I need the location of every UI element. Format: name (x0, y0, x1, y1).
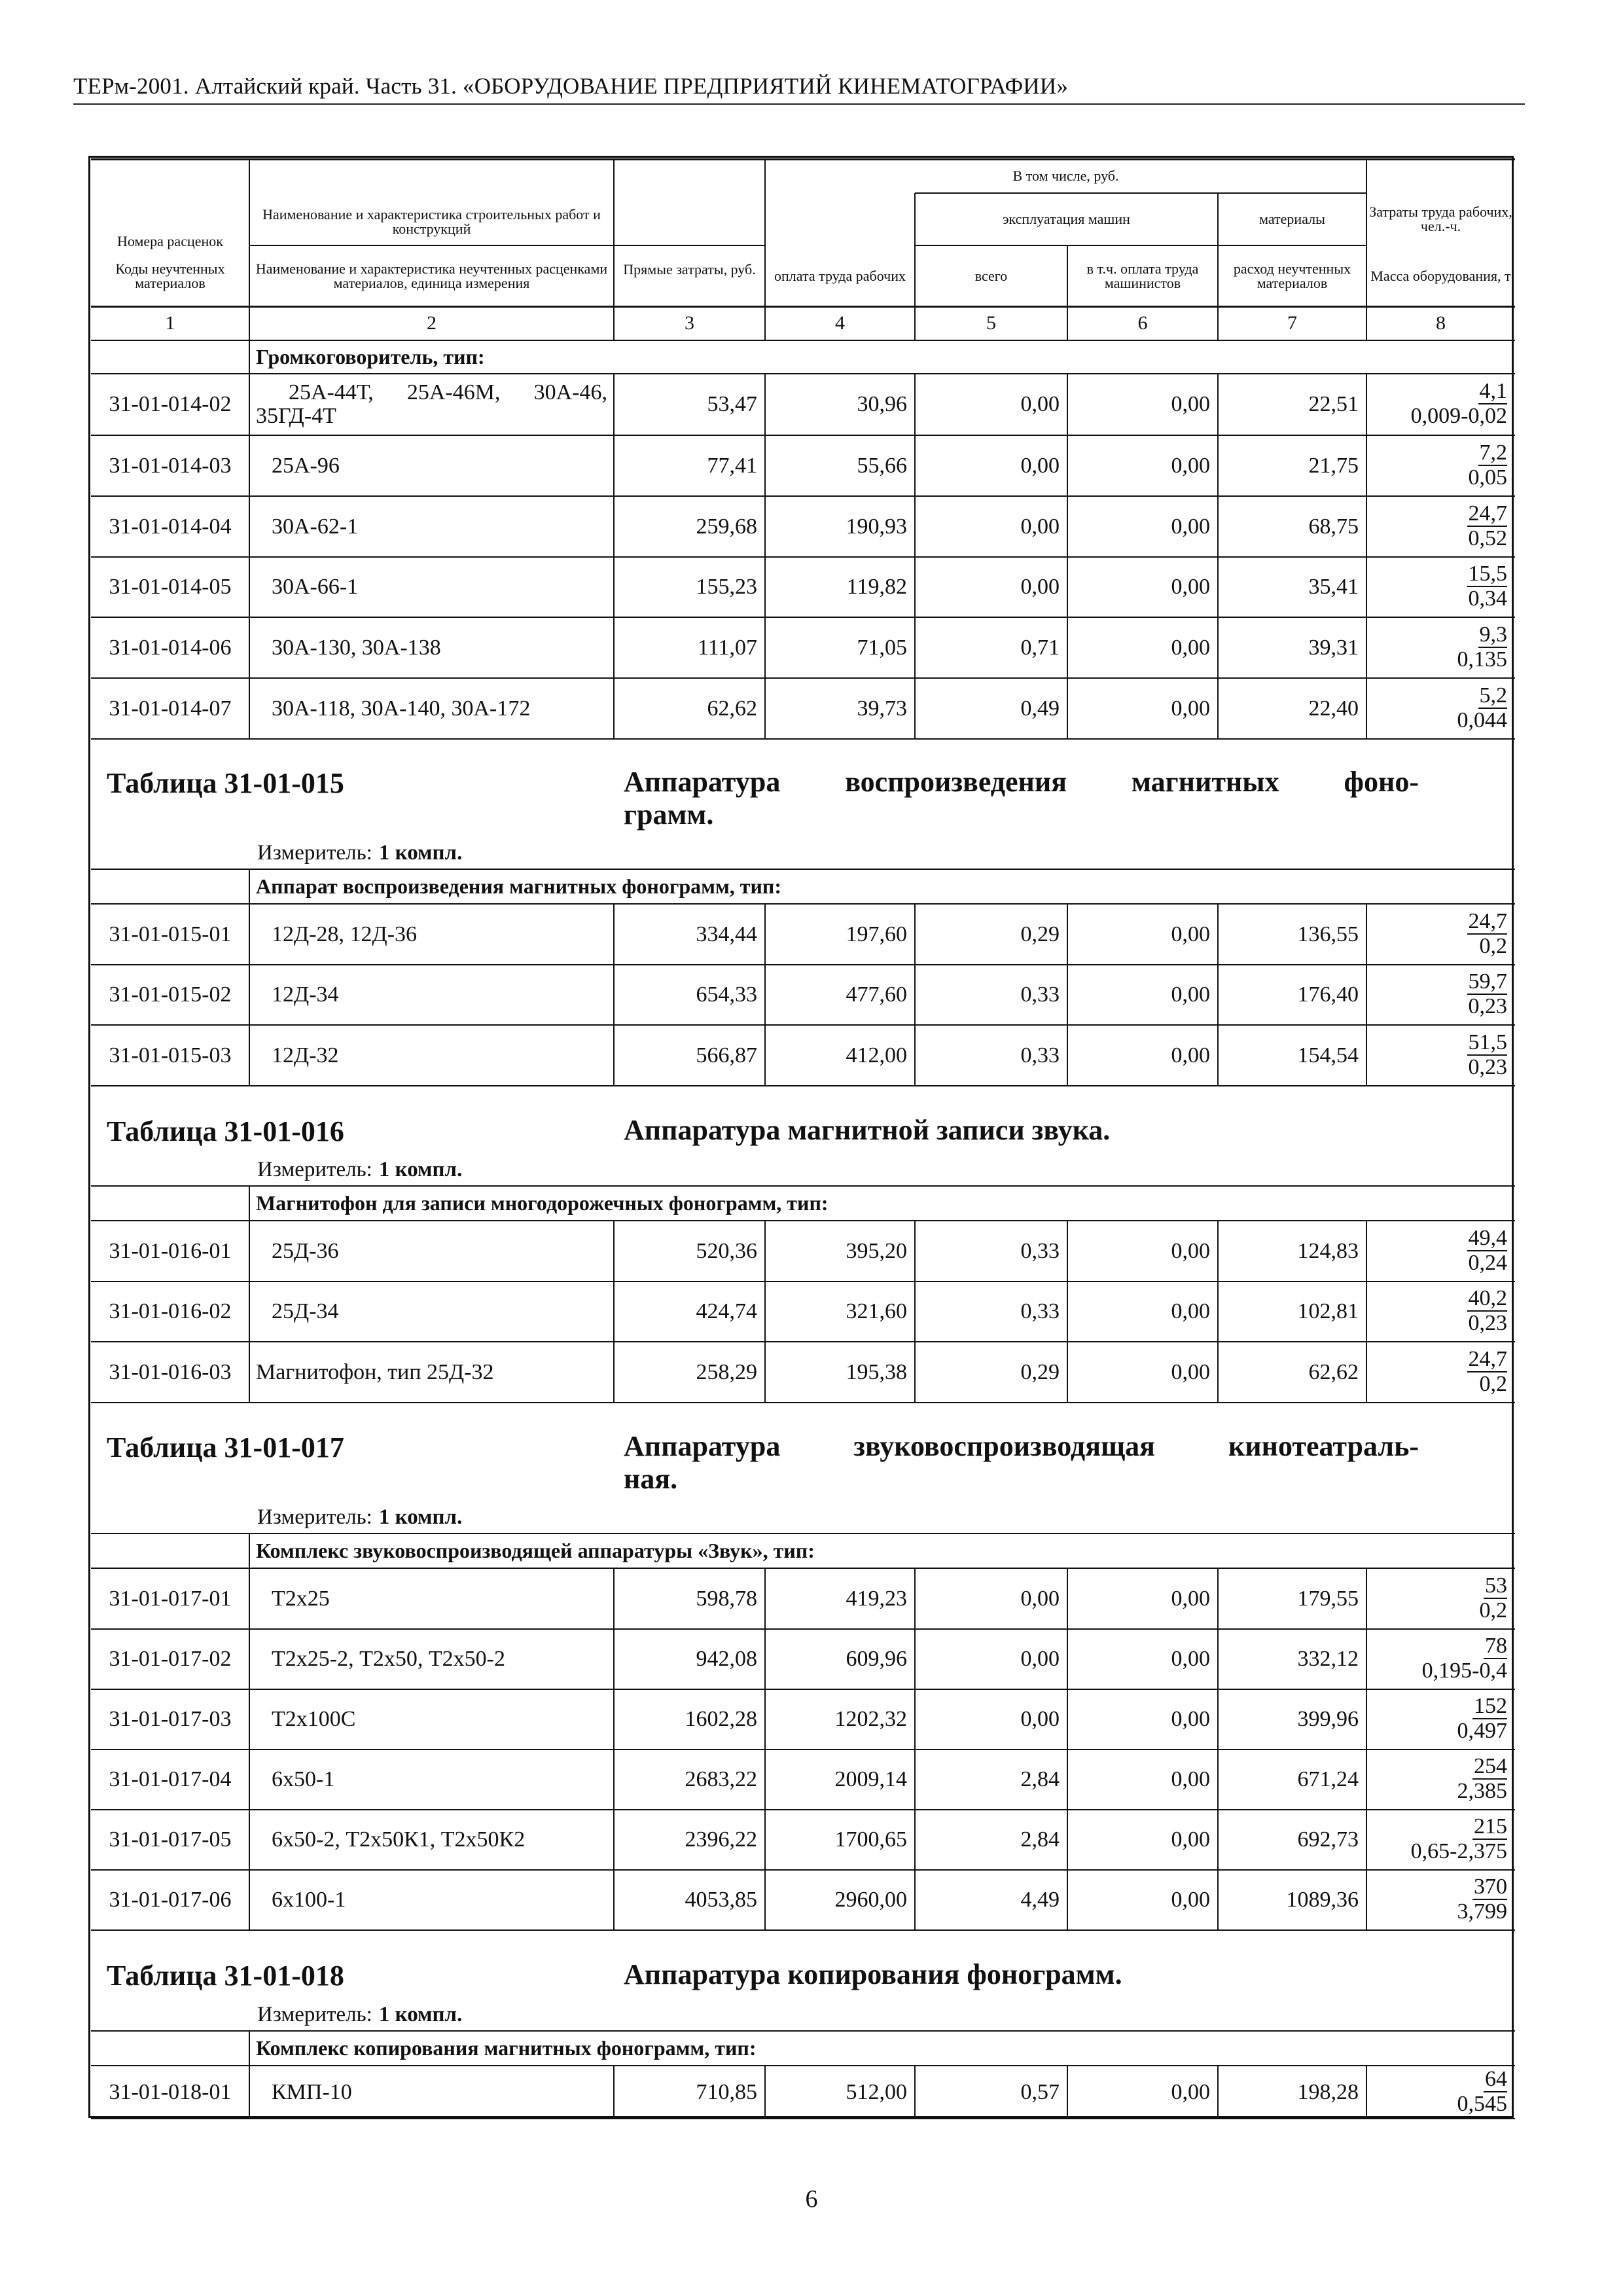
direct-costs-value: 598,78 (696, 1586, 757, 1611)
column-number-6: 6 (1137, 312, 1148, 334)
labor-mass-fraction (1366, 1815, 1507, 1863)
equipment-mass-value: 0,24 (1468, 1251, 1507, 1275)
labor-costs-value: 370 (1474, 1874, 1507, 1899)
header-including: В том числе, руб. (1012, 168, 1119, 184)
rate-code: 31-01-015-02 (109, 982, 232, 1007)
table-title-line: Аппаратура звуковоспроизводящая кинотеатраль- (624, 1430, 1419, 1462)
machinist-pay-value: 0,00 (1171, 1299, 1210, 1323)
materials-value: 21,75 (1308, 453, 1359, 478)
measure-value: 1 компл. (378, 2002, 463, 2026)
equipment-mass-value: 0,65-2,375 (1410, 1839, 1507, 1863)
direct-costs-value: 520,36 (696, 1238, 757, 1263)
header-unaccounted-materials: расход неучтенных материалов (1233, 260, 1351, 291)
machinist-pay-value: 0,00 (1171, 1647, 1210, 1671)
machinist-pay-value: 0,00 (1171, 1888, 1210, 1912)
labor-pay-value: 119,82 (846, 575, 907, 599)
measure-label: Измеритель: (257, 1157, 372, 1181)
table-title-line: ная. (624, 1463, 678, 1495)
labor-pay-value: 609,96 (846, 1647, 907, 1671)
machinist-pay-value: 0,00 (1171, 982, 1210, 1007)
equipment-mass-value: 0,52 (1468, 526, 1507, 550)
header-labor-pay: оплата труда рабочих (774, 267, 906, 284)
equipment-mass-value: 0,044 (1457, 708, 1507, 732)
rate-code: 31-01-016-02 (109, 1299, 232, 1323)
machines-total-value: 0,00 (1020, 453, 1060, 478)
grid-line (249, 1186, 250, 1221)
measure (257, 1504, 781, 1530)
table-title: Аппаратура копирования фонограмм. (624, 1958, 1122, 1990)
equipment-mass-value: 0,34 (1468, 586, 1507, 611)
materials-value: 198,28 (1297, 2079, 1359, 2104)
machines-total-value: 0,00 (1020, 514, 1060, 539)
labor-mass-fraction (1366, 502, 1507, 550)
labor-pay-value: 1700,65 (834, 1827, 907, 1852)
item-name-line: 35ГД-4Т (256, 404, 336, 428)
labor-costs-value: 152 (1474, 1694, 1507, 1718)
labor-costs-value: 24,7 (1468, 909, 1507, 933)
materials-value: 154,54 (1297, 1043, 1359, 1067)
item-name: 12Д-28, 12Д-36 (272, 922, 418, 946)
rate-code: 31-01-017-02 (109, 1647, 232, 1671)
materials-value: 68,75 (1308, 514, 1359, 539)
labor-costs-value: 15,5 (1468, 562, 1507, 586)
machines-total-value: 0,33 (1020, 982, 1060, 1007)
labor-mass-fraction (1366, 970, 1507, 1018)
machines-total-value: 0,00 (1020, 1586, 1060, 1611)
item-name: 12Д-32 (272, 1043, 339, 1067)
table-number: Таблица 31-01-018 (107, 1959, 344, 1992)
rate-code: 31-01-016-03 (109, 1359, 232, 1384)
measure (257, 2001, 781, 2028)
labor-costs-value: 78 (1485, 1634, 1507, 1658)
equipment-mass-value: 2,385 (1457, 1779, 1507, 1803)
item-name-line: 25А-44Т, 25А-46М, 30А-46, (289, 380, 607, 404)
rate-code: 31-01-015-03 (109, 1043, 232, 1067)
direct-costs-value: 4053,85 (685, 1888, 757, 1912)
labor-pay-value: 197,60 (846, 922, 907, 946)
table-title (624, 1430, 1419, 1496)
item-name (256, 376, 607, 433)
header-labor-costs: Затраты труда рабочих, чел.-ч. (1369, 204, 1512, 234)
direct-costs-value: 710,85 (696, 2079, 757, 2104)
column-number-2: 2 (427, 312, 437, 334)
labor-mass-fraction (1366, 684, 1507, 732)
rate-code: 31-01-014-04 (109, 514, 232, 539)
materials-value: 399,96 (1297, 1707, 1359, 1731)
rate-code: 31-01-015-01 (109, 922, 232, 946)
grid-line (249, 1534, 250, 1568)
labor-pay-value: 477,60 (846, 982, 907, 1007)
equipment-mass-value: 0,23 (1468, 1311, 1507, 1335)
machinist-pay-value: 0,00 (1171, 1043, 1210, 1067)
labor-pay-value: 321,60 (846, 1299, 907, 1323)
measure-value: 1 компл. (378, 1157, 463, 1181)
labor-costs-value: 24,7 (1468, 501, 1507, 526)
labor-costs-value: 53 (1485, 1573, 1507, 1598)
direct-costs-value: 155,23 (696, 575, 757, 599)
machines-total-value: 0,00 (1020, 1647, 1060, 1671)
header-materials: материалы (1259, 211, 1325, 227)
labor-costs-value: 64 (1485, 2067, 1507, 2091)
machinist-pay-value: 0,00 (1171, 1586, 1210, 1611)
group-heading: Комплекс звуковоспроизводящей аппаратуры «Звук», тип: (256, 1539, 815, 1562)
direct-costs-value: 258,29 (696, 1359, 757, 1384)
item-name: 25Д-36 (272, 1238, 339, 1263)
page-header: ТЕРм-2001. Алтайский край. Часть 31. «ОБОРУДОВАНИЕ ПРЕДПРИЯТИЙ КИНЕМАТОГРАФИИ» (73, 73, 1069, 99)
header-material-names: Наименование и характеристика неучтенных расценками материалов, единица измерения (255, 260, 608, 291)
materials-value: 671,24 (1297, 1767, 1359, 1791)
materials-value: 1089,36 (1286, 1888, 1359, 1912)
rate-code: 31-01-014-02 (109, 392, 232, 416)
machines-total-value: 0,33 (1020, 1043, 1060, 1067)
direct-costs-value: 424,74 (696, 1299, 757, 1323)
measure-label: Измеритель: (257, 2002, 372, 2026)
labor-mass-fraction (1366, 1227, 1507, 1275)
labor-costs-value: 59,7 (1468, 969, 1507, 994)
machines-total-value: 0,57 (1020, 2079, 1060, 2104)
table-title: Аппаратура магнитной записи звука. (624, 1114, 1111, 1146)
item-name: 30А-66-1 (272, 575, 359, 599)
labor-pay-value: 395,20 (846, 1238, 907, 1263)
measure-value: 1 компл. (378, 1505, 463, 1529)
item-name: 30А-118, 30А-140, 30А-172 (272, 696, 531, 721)
direct-costs-value: 654,33 (696, 982, 757, 1007)
equipment-mass-value: 0,545 (1457, 2092, 1507, 2116)
column-number-5: 5 (986, 312, 996, 334)
materials-value: 22,51 (1308, 392, 1359, 416)
equipment-mass-value: 0,135 (1457, 647, 1507, 672)
machinist-pay-value: 0,00 (1171, 575, 1210, 599)
column-number-3: 3 (685, 312, 694, 334)
measure (257, 1157, 781, 1183)
header-direct-costs: Прямые затраты, руб. (623, 260, 756, 278)
table-number: Таблица 31-01-016 (107, 1115, 344, 1147)
machinist-pay-value: 0,00 (1171, 1827, 1210, 1852)
equipment-mass-value: 3,799 (1457, 1899, 1507, 1924)
machines-total-value: 4,49 (1020, 1888, 1060, 1912)
table-title (624, 766, 1419, 831)
labor-mass-fraction (1366, 910, 1507, 958)
direct-costs-value: 62,62 (707, 696, 757, 721)
materials-value: 39,31 (1308, 635, 1359, 660)
labor-pay-value: 512,00 (846, 2079, 907, 2104)
equipment-mass-value: 0,2 (1479, 1372, 1507, 1396)
labor-costs-value: 49,4 (1468, 1226, 1507, 1250)
labor-pay-value: 1202,32 (834, 1707, 907, 1731)
materials-value: 22,40 (1308, 696, 1359, 721)
materials-value: 179,55 (1297, 1586, 1359, 1611)
materials-value: 102,81 (1297, 1299, 1359, 1323)
group-heading: Аппарат воспроизведения магнитных фонограмм, тип: (256, 874, 781, 898)
rate-code: 31-01-016-01 (109, 1238, 232, 1263)
equipment-mass-value: 0,2 (1479, 934, 1507, 958)
equipment-mass-value: 0,009-0,02 (1410, 404, 1507, 428)
group-heading: Громкоговоритель, тип: (256, 345, 485, 368)
labor-mass-fraction (1366, 562, 1507, 611)
rate-code: 31-01-014-07 (109, 696, 232, 721)
labor-pay-value: 412,00 (846, 1043, 907, 1067)
direct-costs-value: 53,47 (707, 392, 757, 416)
item-name: 30А-62-1 (272, 514, 359, 539)
machines-total-value: 0,33 (1020, 1299, 1060, 1323)
direct-costs-value: 334,44 (696, 922, 757, 946)
item-name: Магнитофон, тип 25Д-32 (256, 1359, 494, 1384)
labor-costs-value: 24,7 (1468, 1347, 1507, 1371)
direct-costs-value: 2396,22 (685, 1827, 757, 1852)
machines-total-value: 0,49 (1020, 696, 1060, 721)
materials-value: 332,12 (1297, 1647, 1359, 1671)
machines-total-value: 0,00 (1020, 1707, 1060, 1731)
group-heading: Комплекс копирования магнитных фонограмм, тип: (256, 2036, 757, 2060)
item-name: 6х100-1 (272, 1888, 346, 1912)
labor-mass-fraction (1366, 1348, 1507, 1396)
measure-value: 1 компл. (378, 840, 463, 865)
machinist-pay-value: 0,00 (1171, 696, 1210, 721)
equipment-mass-value: 0,05 (1468, 465, 1507, 490)
machinist-pay-value: 0,00 (1171, 453, 1210, 478)
machinist-pay-value: 0,00 (1171, 2079, 1210, 2104)
direct-costs-value: 259,68 (696, 514, 757, 539)
group-heading: Магнитофон для записи многодорожечных фонограмм, тип: (256, 1191, 829, 1215)
labor-costs-value: 9,3 (1479, 622, 1507, 647)
header-rule (73, 103, 1525, 105)
labor-mass-fraction (1366, 623, 1507, 672)
item-name: КМП-10 (272, 2079, 352, 2104)
rate-code: 31-01-014-03 (109, 453, 232, 478)
table-number: Таблица 31-01-015 (107, 766, 344, 799)
direct-costs-value: 566,87 (696, 1043, 757, 1067)
item-name: 6х50-1 (272, 1767, 335, 1791)
machinist-pay-value: 0,00 (1171, 514, 1210, 539)
materials-value: 35,41 (1308, 575, 1359, 599)
grid-line (249, 869, 250, 904)
item-name: 25Д-34 (272, 1299, 339, 1323)
machinist-pay-value: 0,00 (1171, 922, 1210, 946)
materials-value: 124,83 (1297, 1238, 1359, 1263)
table-number: Таблица 31-01-017 (107, 1431, 344, 1463)
grid-line (249, 340, 250, 374)
machinist-pay-value: 0,00 (1171, 392, 1210, 416)
labor-mass-fraction (1366, 380, 1507, 428)
direct-costs-value: 111,07 (698, 635, 757, 660)
equipment-mass-value: 0,23 (1468, 994, 1507, 1018)
machinist-pay-value: 0,00 (1171, 1359, 1210, 1384)
header-machines-total: всего (974, 267, 1008, 284)
item-name: Т2х100С (272, 1707, 356, 1731)
machines-total-value: 2,84 (1020, 1827, 1060, 1852)
labor-mass-fraction (1366, 1031, 1507, 1079)
rate-code: 31-01-017-04 (109, 1767, 232, 1791)
equipment-mass-value: 0,195-0,4 (1421, 1659, 1507, 1683)
column-number-7: 7 (1287, 312, 1297, 334)
rate-code: 31-01-017-05 (109, 1827, 232, 1852)
labor-pay-value: 190,93 (846, 514, 907, 539)
machines-total-value: 0,00 (1020, 392, 1060, 416)
measure-label: Измеритель: (257, 840, 372, 865)
labor-mass-fraction (1366, 1875, 1507, 1924)
labor-costs-value: 215 (1474, 1814, 1507, 1839)
direct-costs-value: 1602,28 (685, 1707, 757, 1731)
labor-pay-value: 195,38 (846, 1359, 907, 1384)
machines-total-value: 2,84 (1020, 1767, 1060, 1791)
grid-line (249, 2031, 250, 2066)
rate-code: 31-01-017-03 (109, 1707, 232, 1731)
item-name: 25А-96 (272, 453, 340, 478)
rate-code: 31-01-017-06 (109, 1888, 232, 1912)
page-number: 6 (805, 2185, 818, 2213)
measure (257, 840, 781, 866)
column-number-4: 4 (835, 312, 845, 334)
materials-value: 136,55 (1297, 922, 1359, 946)
table-title-line: Аппаратура воспроизведения магнитных фоно- (624, 766, 1419, 798)
machinist-pay-value: 0,00 (1171, 1707, 1210, 1731)
labor-pay-value: 55,66 (857, 453, 907, 478)
labor-costs-value: 5,2 (1479, 683, 1507, 708)
table-title-line: грамм. (624, 798, 714, 831)
labor-pay-value: 419,23 (846, 1586, 907, 1611)
labor-mass-fraction (1366, 1287, 1507, 1335)
header-work-name: Наименование и характеристика строительных работ и конструкций (262, 206, 601, 237)
machines-total-value: 0,29 (1020, 922, 1060, 946)
equipment-mass-value: 0,23 (1468, 1055, 1507, 1079)
materials-value: 62,62 (1308, 1359, 1359, 1384)
item-name: 30А-130, 30А-138 (272, 635, 441, 660)
machines-total-value: 0,29 (1020, 1359, 1060, 1384)
materials-value: 692,73 (1297, 1827, 1359, 1852)
rate-code: 31-01-014-05 (109, 575, 232, 599)
machinist-pay-value: 0,00 (1171, 1238, 1210, 1263)
machinist-pay-value: 0,00 (1171, 635, 1210, 660)
header-machinist-pay: в т.ч. оплата труда машинистов (1086, 260, 1199, 291)
labor-costs-value: 40,2 (1468, 1286, 1507, 1310)
item-name: Т2х25-2, Т2х50, Т2х50-2 (272, 1647, 505, 1671)
header-material-codes: Коды неучтенных материалов (115, 260, 225, 291)
rate-code: 31-01-018-01 (109, 2079, 232, 2104)
labor-pay-value: 2009,14 (834, 1767, 907, 1791)
machinist-pay-value: 0,00 (1171, 1767, 1210, 1791)
item-name: 12Д-34 (272, 982, 339, 1007)
direct-costs-value: 2683,22 (685, 1767, 757, 1791)
labor-pay-value: 2960,00 (834, 1888, 907, 1912)
rate-code: 31-01-017-01 (109, 1586, 232, 1611)
labor-costs-value: 254 (1474, 1754, 1507, 1778)
machines-total-value: 0,71 (1020, 635, 1060, 660)
materials-value: 176,40 (1297, 982, 1359, 1007)
equipment-mass-value: 0,2 (1479, 1598, 1507, 1623)
labor-mass-fraction (1366, 1755, 1507, 1803)
labor-costs-value: 4,1 (1479, 379, 1507, 403)
rate-code: 31-01-014-06 (109, 635, 232, 660)
header-machines: эксплуатация машин (1003, 211, 1130, 227)
direct-costs-value: 77,41 (707, 453, 757, 478)
machines-total-value: 0,33 (1020, 1238, 1060, 1263)
item-name: Т2х25 (272, 1586, 330, 1611)
direct-costs-value: 942,08 (696, 1647, 757, 1671)
labor-pay-value: 30,96 (857, 392, 907, 416)
labor-costs-value: 51,5 (1468, 1030, 1507, 1054)
labor-mass-fraction (1366, 1634, 1507, 1683)
item-name: 6х50-2, Т2х50К1, Т2х50К2 (272, 1827, 526, 1852)
measure-label: Измеритель: (257, 1505, 372, 1529)
labor-pay-value: 39,73 (857, 696, 907, 721)
machines-total-value: 0,00 (1020, 575, 1060, 599)
column-number-1: 1 (165, 312, 175, 334)
labor-costs-value: 7,2 (1479, 440, 1507, 465)
labor-mass-fraction (1366, 2068, 1507, 2116)
header-rate-numbers: Номера расценок (117, 233, 223, 249)
column-number-8: 8 (1436, 312, 1446, 334)
rates-table (88, 156, 1514, 2118)
labor-pay-value: 71,05 (857, 635, 907, 660)
labor-mass-fraction (1366, 1695, 1507, 1743)
labor-mass-fraction (1366, 1574, 1507, 1623)
labor-mass-fraction (1366, 441, 1507, 490)
equipment-mass-value: 0,497 (1457, 1719, 1507, 1743)
header-equipment-mass: Масса оборудования, т (1370, 267, 1511, 284)
